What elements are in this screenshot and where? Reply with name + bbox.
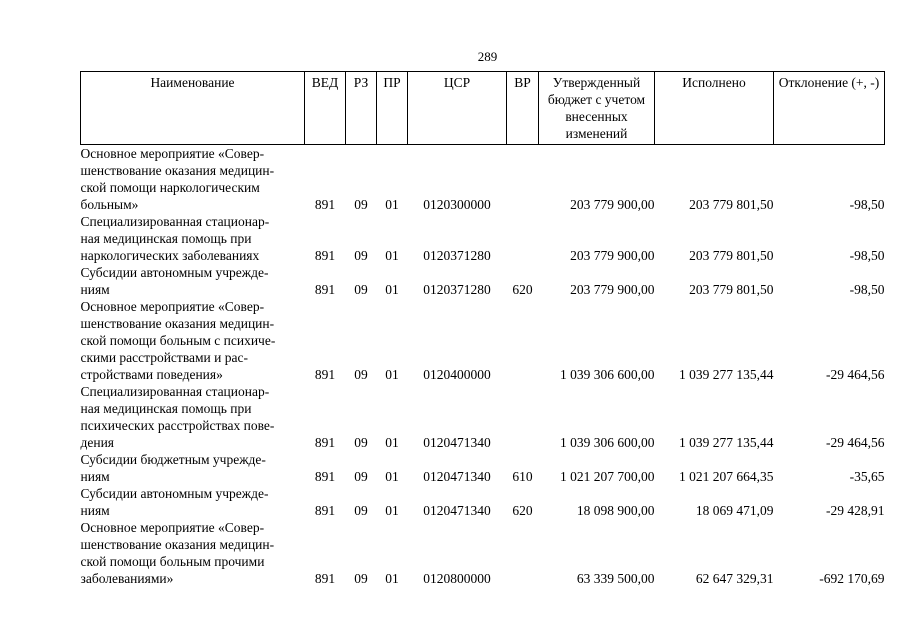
- row-name-line: ской помощи больным с психиче-: [80, 333, 276, 348]
- cell-executed: 1 039 277 135,44: [679, 435, 774, 450]
- cell-csr: 0120471340: [423, 469, 491, 484]
- cell-rz: 09: [354, 503, 368, 518]
- cell-rz: 09: [354, 197, 368, 212]
- row-name: [81, 145, 305, 214]
- cell-executed: 18 069 471,09: [695, 503, 774, 518]
- row-name: [81, 264, 305, 298]
- table-header-row: [81, 72, 885, 145]
- cell-csr: 0120371280: [423, 282, 491, 297]
- row-name: [81, 519, 305, 587]
- header-name: Наименование: [81, 72, 305, 145]
- cell-deviation: -29 464,56: [826, 435, 885, 450]
- row-name-line: ниям: [80, 282, 110, 297]
- header-vr: ВР: [507, 72, 539, 145]
- table-body: [81, 145, 885, 588]
- row-name-line: наркологических заболеваниях: [80, 248, 260, 263]
- cell-pr: 01: [385, 503, 399, 518]
- header-rz: РЗ: [346, 72, 377, 145]
- row-name: [81, 451, 305, 485]
- table-row: [81, 213, 885, 264]
- table-row: [81, 383, 885, 451]
- row-name-line: скими расстройствами и рас-: [80, 350, 248, 365]
- cell-ved: 891: [314, 435, 336, 450]
- header-ved: ВЕД: [305, 72, 346, 145]
- header-approved-budget: Утвержденный бюджет с учетом внесенных изменений: [539, 72, 655, 145]
- cell-ved: 891: [314, 469, 336, 484]
- cell-rz: 09: [354, 367, 368, 382]
- row-name-line: психических расстройствах пове-: [80, 418, 275, 433]
- table-row: [81, 264, 885, 298]
- budget-execution-table: [80, 71, 885, 587]
- row-name-line: Специализированная стационар-: [80, 384, 270, 399]
- cell-executed: 1 039 277 135,44: [679, 367, 774, 382]
- row-name: [81, 213, 305, 264]
- cell-pr: 01: [385, 248, 399, 263]
- cell-rz: 09: [354, 469, 368, 484]
- row-name-line: Субсидии автономным учрежде-: [80, 486, 269, 501]
- cell-approved: 203 779 900,00: [570, 248, 655, 263]
- cell-executed: 203 779 801,50: [689, 282, 774, 297]
- cell-approved: 203 779 900,00: [570, 282, 655, 297]
- cell-ved: 891: [314, 367, 336, 382]
- cell-vr: [507, 519, 539, 587]
- cell-approved: 1 039 306 600,00: [560, 367, 655, 382]
- cell-vr: [507, 298, 539, 383]
- cell-csr: 0120471340: [423, 435, 491, 450]
- table-row: [81, 519, 885, 587]
- row-name-line: ная медицинская помощь при: [80, 401, 252, 416]
- cell-vr: 620: [512, 282, 533, 297]
- cell-approved: 203 779 900,00: [570, 197, 655, 212]
- cell-approved: 18 098 900,00: [576, 503, 655, 518]
- cell-approved: 1 039 306 600,00: [560, 435, 655, 450]
- row-name-line: Субсидии бюджетным учрежде-: [80, 452, 266, 467]
- cell-csr: 0120400000: [423, 367, 491, 382]
- row-name-line: шенствование оказания медицин-: [80, 163, 275, 178]
- cell-ved: 891: [314, 248, 336, 263]
- row-name-line: ниям: [80, 503, 110, 518]
- cell-deviation: -29 428,91: [826, 503, 885, 518]
- table-row: [81, 485, 885, 519]
- table-row: [81, 451, 885, 485]
- cell-csr: 0120800000: [423, 571, 491, 586]
- cell-deviation: -98,50: [849, 248, 885, 263]
- cell-pr: 01: [385, 367, 399, 382]
- cell-executed: 203 779 801,50: [689, 197, 774, 212]
- cell-pr: 01: [385, 435, 399, 450]
- cell-csr: 0120371280: [423, 248, 491, 263]
- cell-rz: 09: [354, 571, 368, 586]
- cell-rz: 09: [354, 282, 368, 297]
- cell-rz: 09: [354, 435, 368, 450]
- table-row: [81, 145, 885, 214]
- row-name: [81, 485, 305, 519]
- row-name-line: ской помощи наркологическим: [80, 180, 260, 195]
- cell-deviation: -35,65: [849, 469, 885, 484]
- row-name-line: Основное мероприятие «Совер-: [80, 520, 265, 535]
- header-csr: ЦСР: [408, 72, 507, 145]
- cell-vr: 620: [512, 503, 533, 518]
- cell-pr: 01: [385, 571, 399, 586]
- row-name-line: больным»: [80, 197, 139, 212]
- cell-pr: 01: [385, 469, 399, 484]
- row-name-line: Основное мероприятие «Совер-: [80, 299, 265, 314]
- cell-deviation: -98,50: [849, 282, 885, 297]
- row-name-line: заболеваниями»: [80, 571, 174, 586]
- row-name-line: шенствование оказания медицин-: [80, 316, 275, 331]
- cell-approved: 1 021 207 700,00: [560, 469, 655, 484]
- cell-ved: 891: [314, 503, 336, 518]
- cell-executed: 203 779 801,50: [689, 248, 774, 263]
- row-name-line: дения: [80, 435, 115, 450]
- cell-executed: 62 647 329,31: [695, 571, 774, 586]
- cell-deviation: -692 170,69: [819, 571, 885, 586]
- row-name-line: ской помощи больным прочими: [80, 554, 265, 569]
- header-deviation: Отклонение (+, -): [774, 72, 885, 145]
- header-executed: Исполнено: [655, 72, 774, 145]
- cell-deviation: -29 464,56: [826, 367, 885, 382]
- cell-executed: 1 021 207 664,35: [679, 469, 774, 484]
- cell-rz: 09: [354, 248, 368, 263]
- row-name-line: шенствование оказания медицин-: [80, 537, 275, 552]
- cell-vr: [507, 383, 539, 451]
- cell-vr: [507, 145, 539, 214]
- cell-deviation: -98,50: [849, 197, 885, 212]
- cell-csr: 0120471340: [423, 503, 491, 518]
- row-name-line: Субсидии автономным учрежде-: [80, 265, 269, 280]
- cell-pr: 01: [385, 282, 399, 297]
- cell-ved: 891: [314, 197, 336, 212]
- header-pr: ПР: [377, 72, 408, 145]
- cell-vr: [507, 213, 539, 264]
- cell-ved: 891: [314, 571, 336, 586]
- row-name-line: ная медицинская помощь при: [80, 231, 252, 246]
- cell-pr: 01: [385, 197, 399, 212]
- cell-approved: 63 339 500,00: [576, 571, 655, 586]
- row-name: [81, 383, 305, 451]
- row-name-line: стройствами поведения»: [80, 367, 223, 382]
- cell-csr: 0120300000: [423, 197, 491, 212]
- table-row: [81, 298, 885, 383]
- row-name-line: Специализированная стационар-: [80, 214, 270, 229]
- cell-vr: 610: [512, 469, 533, 484]
- row-name: [81, 298, 305, 383]
- cell-ved: 891: [314, 282, 336, 297]
- page-number: 289: [477, 49, 498, 64]
- row-name-line: Основное мероприятие «Совер-: [80, 146, 265, 161]
- row-name-line: ниям: [80, 469, 110, 484]
